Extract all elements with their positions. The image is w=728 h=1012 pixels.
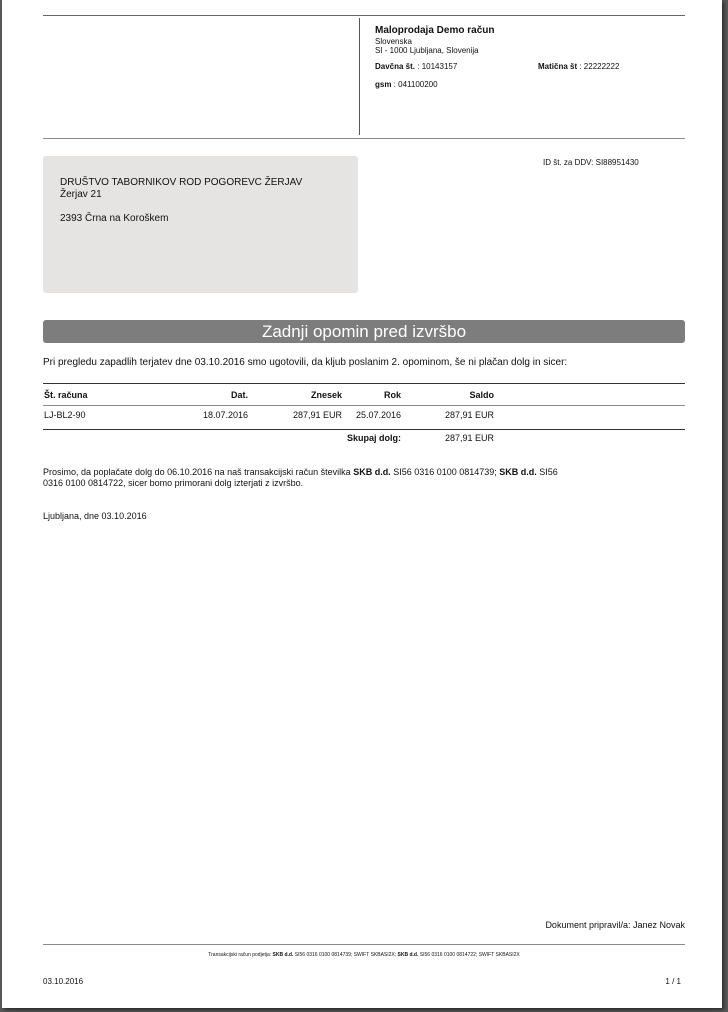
tax-label: Davčna št. (375, 62, 416, 71)
payment-bank-1: SKB d.d. (353, 467, 391, 477)
footer-bank-1: SKB d.d. (272, 952, 294, 958)
cell-due: 25.07.2016 (355, 410, 401, 420)
table-top-rule (43, 383, 685, 384)
col-header-balance: Saldo (469, 390, 494, 400)
cell-invoice: LJ-BL2-90 (44, 410, 86, 420)
header-bottom-rule (43, 138, 685, 139)
footer-bank-2: SKB d.d. (397, 952, 419, 958)
company-tax-number (375, 62, 457, 71)
company-name: Maloprodaja Demo račun (375, 25, 495, 36)
col-header-amount: Znesek (310, 390, 342, 400)
recipient-name: DRUŠTVO TABORNIKOV ROD POGOREVC ŽERJAV (60, 177, 303, 188)
cell-balance: 287,91 EUR (444, 410, 494, 420)
footer-rule (43, 944, 685, 945)
footer-account-1: SI56 0316 0100 0814739; SWIFT SKBASI2X; (293, 952, 398, 958)
payment-account-1: SI56 0316 0100 0814739; (390, 467, 500, 477)
prepared-by: Dokument pripravil/a: Janez Novak (545, 920, 685, 930)
company-city: SI - 1000 Ljubljana, Slovenija (375, 46, 479, 55)
footer-date: 03.10.2016 (43, 977, 84, 986)
col-header-invoice: Št. računa (44, 390, 88, 400)
place-and-date: Ljubljana, dne 03.10.2016 (43, 511, 147, 521)
table-header-rule (43, 405, 685, 406)
payment-account-2: SI56 (536, 467, 558, 477)
company-street: Slovenska (375, 37, 412, 46)
reg-value: : 22222222 (577, 62, 620, 71)
payment-text-line2: 0316 0100 0814722, sicer bomo primorani dolg izterjati z izvršbo. (43, 478, 304, 488)
company-gsm (375, 80, 438, 89)
footer-account-2: SI56 0316 0100 0814722; SWIFT SKBASI2X (418, 952, 520, 958)
page-number: 1 / 1 (665, 977, 681, 986)
cell-amount: 287,91 EUR (292, 410, 342, 420)
gsm-label: gsm (375, 80, 392, 89)
footer-bank-label: Transakcijski račun podjetja: (208, 952, 273, 958)
document-page (2, 0, 722, 1008)
tax-value: : 10143157 (415, 62, 458, 71)
footer-bank-accounts (43, 952, 685, 958)
reg-label: Matična št (538, 62, 578, 71)
gsm-value: : 041100200 (391, 80, 438, 89)
header-top-rule (43, 15, 685, 16)
header-divider (359, 18, 360, 135)
recipient-address-box (43, 156, 358, 293)
payment-text: Prosimo, da poplačate dolg do 06.10.2016 na naš transakcijski račun številka (43, 467, 354, 477)
recipient-city: 2393 Črna na Koroškem (60, 213, 169, 224)
document-title: Zadnji opomin pred izvršbo (43, 320, 685, 343)
cell-date: 18.07.2016 (202, 410, 248, 420)
total-label: Skupaj dolg: (347, 433, 401, 443)
table-bottom-rule (43, 429, 685, 430)
col-header-due: Rok (383, 390, 401, 400)
recipient-street: Žerjav 21 (60, 189, 102, 200)
col-header-date: Dat. (230, 390, 248, 400)
intro-paragraph: Pri pregledu zapadlih terjatev dne 03.10.2016 smo ugotovili, da kljub poslanim 2. opominom, še ni plačan dolg in sicer: (43, 357, 568, 368)
total-value: 287,91 EUR (444, 433, 494, 443)
company-reg-number (538, 62, 619, 71)
payment-bank-2: SKB d.d. (499, 467, 537, 477)
vat-id: ID št. za DDV: SI88951430 (543, 158, 639, 167)
payment-instructions (43, 467, 643, 489)
